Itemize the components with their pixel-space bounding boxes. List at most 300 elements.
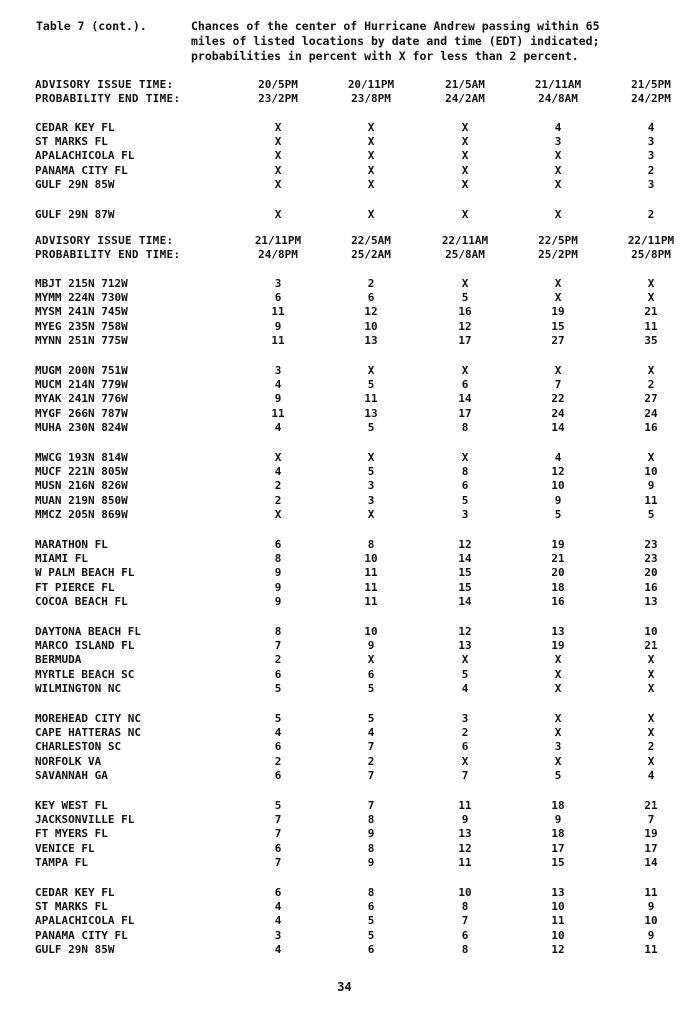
probability-cell: X xyxy=(461,163,469,177)
probability-cell: 12 xyxy=(458,538,472,551)
probability-cell: X xyxy=(461,364,469,377)
probability-cell: 6 xyxy=(274,538,282,551)
probability-cell: 22 xyxy=(551,392,565,406)
probability-cell: 13 xyxy=(364,406,378,420)
probability-cell: 9 xyxy=(367,639,375,653)
probability-cell: X xyxy=(274,135,282,149)
probability-cell: 10 xyxy=(551,928,565,942)
probability-cell: 7 xyxy=(274,827,282,841)
probability-cell: X xyxy=(367,121,375,134)
location-name: CEDAR KEY FL xyxy=(35,121,115,134)
probability-cell: 17 xyxy=(551,841,565,855)
location-name: MARCO ISLAND FL xyxy=(35,639,135,653)
probability-end-row xyxy=(0,92,689,106)
probability-cell: 3 xyxy=(274,277,282,290)
probability-cell: X xyxy=(461,149,469,163)
probability-cell: 20 xyxy=(644,566,658,580)
location-name: PANAMA CITY FL xyxy=(35,928,128,942)
probability-cell: X xyxy=(274,177,282,191)
header-time: 23/8PM xyxy=(351,92,391,106)
caption-line: probabilities in percent with X for less than 2 percent. xyxy=(191,49,579,63)
header-time: 22/5PM xyxy=(538,234,578,247)
table-row xyxy=(0,682,689,696)
probability-cell: X xyxy=(274,149,282,163)
location-name: MOREHEAD CITY NC xyxy=(35,712,141,725)
probability-cell: 9 xyxy=(647,479,655,493)
probability-cell: 18 xyxy=(551,580,565,594)
probability-cell: 35 xyxy=(644,333,658,347)
probability-cell: 9 xyxy=(274,392,282,406)
location-name: SAVANNAH GA xyxy=(35,768,108,782)
probability-cell: 6 xyxy=(274,740,282,754)
probability-cell: X xyxy=(461,135,469,149)
location-name: CHARLESTON SC xyxy=(35,740,122,754)
location-name: GULF 29N 85W xyxy=(35,177,115,191)
probability-cell: X xyxy=(367,507,375,521)
table-row xyxy=(0,465,689,479)
probability-cell: 21 xyxy=(644,799,658,812)
location-name: WILMINGTON NC xyxy=(35,681,122,695)
probability-cell: 4 xyxy=(647,121,655,134)
table-row xyxy=(0,392,689,406)
location-name: MYGF 266N 787W xyxy=(35,406,128,420)
location-name: PANAMA CITY FL xyxy=(35,163,128,177)
probability-cell: 6 xyxy=(367,900,375,914)
probability-cell: 5 xyxy=(367,378,375,392)
probability-cell: 13 xyxy=(551,625,565,638)
probability-cell: 4 xyxy=(554,451,562,464)
probability-cell: 2 xyxy=(274,493,282,507)
probability-cell: 4 xyxy=(274,726,282,740)
caption-line: Chances of the center of Hurricane Andrew passing within 65 xyxy=(191,19,600,33)
probability-cell: 9 xyxy=(647,928,655,942)
probability-cell: 12 xyxy=(458,625,472,638)
probability-cell: 4 xyxy=(461,681,469,695)
location-name: FT MYERS FL xyxy=(35,827,108,841)
probability-cell: 21 xyxy=(644,639,658,653)
probability-cell: 11 xyxy=(644,942,658,956)
header-time: 22/11AM xyxy=(441,234,489,247)
probability-cell: X xyxy=(274,507,282,521)
table-row xyxy=(0,842,689,856)
probability-cell: 16 xyxy=(551,594,565,608)
header-time: 22/5AM xyxy=(351,234,391,247)
table-row xyxy=(0,149,689,163)
probability-cell: X xyxy=(554,653,562,667)
probability-cell: 10 xyxy=(644,914,658,928)
probability-cell: 6 xyxy=(274,291,282,305)
probability-cell: 7 xyxy=(554,378,562,392)
probability-cell: 4 xyxy=(274,378,282,392)
probability-cell: 21 xyxy=(644,305,658,319)
probability-cell: 8 xyxy=(274,552,282,566)
probability-cell: 5 xyxy=(367,928,375,942)
probability-cell: 6 xyxy=(367,667,375,681)
probability-cell: 5 xyxy=(461,667,469,681)
table-row xyxy=(0,595,689,609)
probability-cell: 3 xyxy=(461,507,469,521)
probability-cell: X xyxy=(461,177,469,191)
table-row xyxy=(0,755,689,769)
location-name: MUGM 200N 751W xyxy=(35,364,128,377)
probability-cell: 15 xyxy=(551,319,565,333)
probability-cell: 6 xyxy=(274,667,282,681)
probability-cell: 2 xyxy=(367,754,375,768)
probability-cell: 16 xyxy=(644,580,658,594)
probability-cell: 7 xyxy=(274,813,282,827)
probability-cell: 5 xyxy=(647,507,655,521)
location-name: W PALM BEACH FL xyxy=(35,566,135,580)
header-time: 25/2AM xyxy=(351,248,391,262)
location-name: MIAMI FL xyxy=(35,552,88,566)
table-row xyxy=(0,479,689,493)
location-name: GULF 29N 87W xyxy=(35,208,115,221)
location-name: MUAN 219N 850W xyxy=(35,493,128,507)
probability-cell: X xyxy=(367,653,375,667)
probability-cell: 3 xyxy=(274,928,282,942)
probability-cell: 7 xyxy=(274,639,282,653)
probability-cell: X xyxy=(554,754,562,768)
probability-cell: 2 xyxy=(274,479,282,493)
probability-cell: 9 xyxy=(274,319,282,333)
probability-cell: X xyxy=(647,726,655,740)
probability-cell: 9 xyxy=(274,566,282,580)
header-time: 25/2PM xyxy=(538,248,578,262)
probability-cell: 12 xyxy=(551,465,565,479)
probability-cell: 10 xyxy=(644,465,658,479)
probability-cell: 8 xyxy=(274,625,282,638)
probability-cell: 11 xyxy=(644,319,658,333)
probability-cell: 11 xyxy=(364,594,378,608)
probability-cell: X xyxy=(554,163,562,177)
probability-cell: 8 xyxy=(367,538,375,551)
probability-cell: 12 xyxy=(551,942,565,956)
caption-label: Table 7 (cont.). xyxy=(36,19,147,33)
probability-cell: X xyxy=(461,653,469,667)
location-name: BERMUDA xyxy=(35,653,82,667)
location-name: DAYTONA BEACH FL xyxy=(35,625,141,638)
probability-cell: X xyxy=(554,681,562,695)
table-row xyxy=(0,813,689,827)
table-row xyxy=(0,135,689,149)
probability-cell: X xyxy=(554,277,562,290)
table-row xyxy=(0,407,689,421)
table-row xyxy=(0,451,689,465)
probability-cell: 14 xyxy=(458,552,472,566)
probability-cell: 9 xyxy=(367,855,375,869)
location-name: GULF 29N 85W xyxy=(35,942,115,956)
table-row xyxy=(0,886,689,900)
probability-cell: 5 xyxy=(367,681,375,695)
probability-cell: 18 xyxy=(551,827,565,841)
header-time: 23/2PM xyxy=(258,92,298,106)
probability-cell: 5 xyxy=(367,420,375,434)
probability-cell: 6 xyxy=(367,942,375,956)
probability-cell: 2 xyxy=(647,163,655,177)
probability-cell: X xyxy=(554,726,562,740)
header-time: 21/5AM xyxy=(445,78,485,91)
header-label: ADVISORY ISSUE TIME: xyxy=(35,78,174,91)
table-row xyxy=(0,668,689,682)
probability-cell: 7 xyxy=(274,855,282,869)
location-name: MBJT 215N 712W xyxy=(35,277,128,290)
table-row xyxy=(0,320,689,334)
page-number: 34 xyxy=(337,980,352,994)
table-row xyxy=(0,121,689,135)
probability-cell: 14 xyxy=(458,594,472,608)
probability-cell: X xyxy=(647,754,655,768)
location-name: MYSM 241N 745W xyxy=(35,305,128,319)
probability-cell: 8 xyxy=(461,465,469,479)
probability-cell: 19 xyxy=(551,305,565,319)
probability-cell: X xyxy=(554,208,562,221)
probability-cell: X xyxy=(367,135,375,149)
probability-cell: 3 xyxy=(554,135,562,149)
table-row xyxy=(0,164,689,178)
probability-cell: 6 xyxy=(274,768,282,782)
probability-cell: 3 xyxy=(554,740,562,754)
probability-cell: 23 xyxy=(644,538,658,551)
location-name: TAMPA FL xyxy=(35,855,88,869)
probability-cell: 7 xyxy=(367,740,375,754)
probability-cell: X xyxy=(461,754,469,768)
probability-cell: 7 xyxy=(367,768,375,782)
probability-cell: 9 xyxy=(367,827,375,841)
probability-cell: 4 xyxy=(274,914,282,928)
probability-cell: 11 xyxy=(551,914,565,928)
table-row xyxy=(0,740,689,754)
probability-cell: X xyxy=(554,667,562,681)
probability-cell: X xyxy=(647,681,655,695)
location-name: CAPE HATTERAS NC xyxy=(35,726,141,740)
header-label: ADVISORY ISSUE TIME: xyxy=(35,234,174,247)
probability-cell: 3 xyxy=(647,177,655,191)
probability-cell: 15 xyxy=(458,566,472,580)
probability-cell: X xyxy=(554,712,562,725)
location-name: MUCF 221N 805W xyxy=(35,465,128,479)
probability-cell: 16 xyxy=(458,305,472,319)
probability-cell: X xyxy=(647,277,655,290)
table-row xyxy=(0,291,689,305)
location-name: JACKSONVILLE FL xyxy=(35,813,135,827)
probability-cell: 17 xyxy=(458,406,472,420)
location-name: MMCZ 205N 869W xyxy=(35,507,128,521)
probability-cell: 6 xyxy=(274,886,282,899)
header-time: 20/5PM xyxy=(258,78,298,91)
probability-cell: 23 xyxy=(644,552,658,566)
probability-cell: 3 xyxy=(647,135,655,149)
probability-cell: X xyxy=(554,291,562,305)
probability-cell: X xyxy=(554,364,562,377)
probability-cell: 2 xyxy=(647,378,655,392)
probability-cell: X xyxy=(367,177,375,191)
probability-end-row xyxy=(0,248,689,262)
probability-cell: 2 xyxy=(647,208,655,221)
probability-cell: 15 xyxy=(551,855,565,869)
table-row xyxy=(0,639,689,653)
location-name: MYAK 241N 776W xyxy=(35,392,128,406)
probability-cell: 3 xyxy=(274,364,282,377)
probability-cell: 11 xyxy=(364,580,378,594)
probability-cell: 27 xyxy=(551,333,565,347)
probability-cell: 9 xyxy=(647,900,655,914)
probability-cell: 2 xyxy=(647,740,655,754)
table-row xyxy=(0,305,689,319)
probability-cell: 17 xyxy=(644,841,658,855)
header-time: 20/11PM xyxy=(347,78,395,91)
location-name: APALACHICOLA FL xyxy=(35,914,135,928)
table-row xyxy=(0,421,689,435)
probability-cell: 10 xyxy=(551,479,565,493)
probability-cell: 27 xyxy=(644,392,658,406)
probability-cell: 10 xyxy=(364,552,378,566)
table-row xyxy=(0,494,689,508)
probability-cell: X xyxy=(554,149,562,163)
probability-cell: 8 xyxy=(367,886,375,899)
probability-cell: 13 xyxy=(364,333,378,347)
probability-cell: X xyxy=(647,451,655,464)
probability-cell: 5 xyxy=(461,291,469,305)
probability-cell: 6 xyxy=(367,291,375,305)
probability-cell: X xyxy=(647,291,655,305)
probability-cell: X xyxy=(554,177,562,191)
table-row xyxy=(0,581,689,595)
probability-cell: 8 xyxy=(461,942,469,956)
probability-cell: 19 xyxy=(551,538,565,551)
location-name: VENICE FL xyxy=(35,841,95,855)
probability-cell: X xyxy=(647,712,655,725)
location-name: ST MARKS FL xyxy=(35,135,108,149)
header-time: 21/11AM xyxy=(534,78,582,91)
probability-cell: 15 xyxy=(458,580,472,594)
table-row xyxy=(0,769,689,783)
header-time: 24/8AM xyxy=(538,92,578,106)
table-row xyxy=(0,943,689,957)
table-row xyxy=(0,799,689,813)
probability-cell: 10 xyxy=(551,900,565,914)
probability-cell: 3 xyxy=(461,712,469,725)
location-name: MYEG 235N 758W xyxy=(35,319,128,333)
probability-cell: 6 xyxy=(461,479,469,493)
table-row xyxy=(0,653,689,667)
probability-cell: 11 xyxy=(644,493,658,507)
probability-cell: 9 xyxy=(554,493,562,507)
probability-cell: X xyxy=(367,451,375,464)
table-row xyxy=(0,712,689,726)
advisory-issue-row xyxy=(0,234,689,248)
probability-cell: 7 xyxy=(461,914,469,928)
probability-cell: 6 xyxy=(461,928,469,942)
probability-cell: 4 xyxy=(274,942,282,956)
probability-cell: 18 xyxy=(551,799,565,812)
probability-cell: 20 xyxy=(551,566,565,580)
table-row xyxy=(0,508,689,522)
location-name: MUHA 230N 824W xyxy=(35,420,128,434)
probability-cell: X xyxy=(647,667,655,681)
table-row xyxy=(0,277,689,291)
probability-cell: X xyxy=(367,149,375,163)
probability-cell: 11 xyxy=(458,855,472,869)
probability-cell: 4 xyxy=(274,900,282,914)
probability-cell: 5 xyxy=(367,465,375,479)
probability-cell: 12 xyxy=(458,319,472,333)
location-name: MYNN 251N 775W xyxy=(35,333,128,347)
location-name: NORFOLK VA xyxy=(35,754,102,768)
probability-cell: 11 xyxy=(364,566,378,580)
header-time: 25/8PM xyxy=(631,248,671,262)
probability-cell: 5 xyxy=(461,493,469,507)
probability-cell: 6 xyxy=(461,378,469,392)
probability-cell: X xyxy=(367,208,375,221)
probability-cell: X xyxy=(367,364,375,377)
header-label: PROBABILITY END TIME: xyxy=(35,92,181,106)
probability-cell: 3 xyxy=(367,479,375,493)
probability-cell: 10 xyxy=(364,319,378,333)
probability-cell: 14 xyxy=(644,855,658,869)
table-row xyxy=(0,929,689,943)
probability-cell: 10 xyxy=(644,625,658,638)
probability-cell: 8 xyxy=(367,813,375,827)
probability-cell: 7 xyxy=(647,813,655,827)
header-time: 24/2AM xyxy=(445,92,485,106)
probability-cell: 9 xyxy=(554,813,562,827)
probability-cell: 14 xyxy=(458,392,472,406)
probability-cell: 5 xyxy=(554,507,562,521)
probability-cell: 5 xyxy=(367,712,375,725)
probability-cell: 2 xyxy=(367,277,375,290)
probability-cell: 8 xyxy=(461,900,469,914)
probability-cell: 11 xyxy=(271,305,285,319)
probability-cell: X xyxy=(274,208,282,221)
header-time: 25/8AM xyxy=(445,248,485,262)
probability-cell: 13 xyxy=(458,827,472,841)
probability-cell: 2 xyxy=(274,653,282,667)
probability-cell: 4 xyxy=(647,768,655,782)
probability-cell: 7 xyxy=(367,799,375,812)
probability-cell: 11 xyxy=(271,333,285,347)
location-name: APALACHICOLA FL xyxy=(35,149,135,163)
probability-cell: 5 xyxy=(554,768,562,782)
table-row xyxy=(0,625,689,639)
location-name: MYMM 224N 730W xyxy=(35,291,128,305)
table-row xyxy=(0,208,689,222)
probability-cell: 8 xyxy=(461,420,469,434)
probability-cell: 3 xyxy=(647,149,655,163)
probability-cell: 11 xyxy=(644,886,658,899)
location-name: KEY WEST FL xyxy=(35,799,108,812)
table-row xyxy=(0,178,689,192)
table-row xyxy=(0,726,689,740)
location-name: CEDAR KEY FL xyxy=(35,886,115,899)
probability-cell: 3 xyxy=(367,493,375,507)
probability-cell: 14 xyxy=(551,420,565,434)
probability-cell: 24 xyxy=(644,406,658,420)
probability-cell: 19 xyxy=(644,827,658,841)
probability-cell: 5 xyxy=(274,799,282,812)
probability-cell: X xyxy=(461,277,469,290)
caption-line: miles of listed locations by date and time (EDT) indicated; xyxy=(191,34,600,48)
probability-cell: 13 xyxy=(644,594,658,608)
probability-cell: X xyxy=(274,451,282,464)
probability-cell: 4 xyxy=(367,726,375,740)
location-name: MARATHON FL xyxy=(35,538,108,551)
table-row xyxy=(0,334,689,348)
probability-cell: X xyxy=(647,653,655,667)
probability-cell: 11 xyxy=(271,406,285,420)
probability-cell: X xyxy=(461,208,469,221)
probability-cell: 4 xyxy=(554,121,562,134)
probability-cell: X xyxy=(274,121,282,134)
